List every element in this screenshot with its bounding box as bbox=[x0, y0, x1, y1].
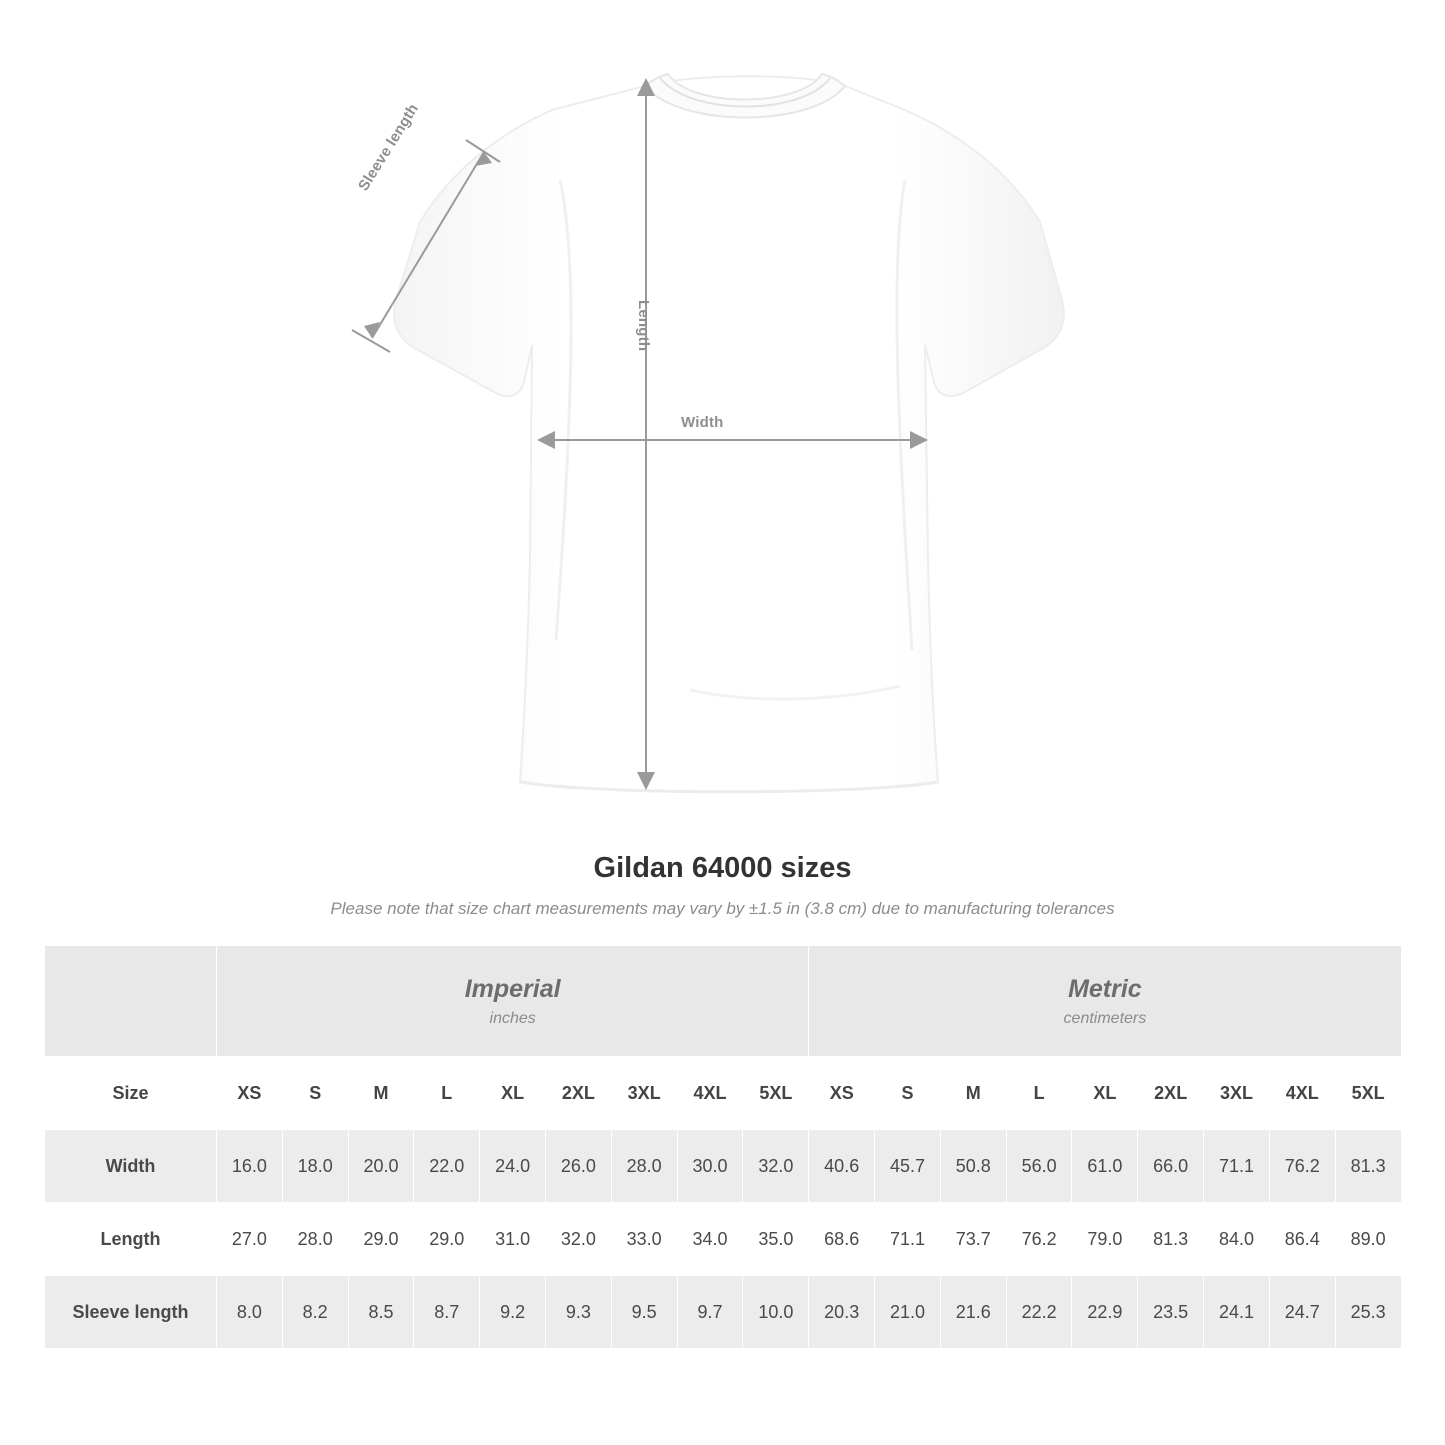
table-cell: 26.0 bbox=[545, 1130, 611, 1203]
table-cell: 86.4 bbox=[1269, 1203, 1335, 1276]
page-title: Gildan 64000 sizes bbox=[593, 852, 852, 884]
size-column-header: XL bbox=[480, 1057, 546, 1130]
unit-subtitle: inches bbox=[489, 1010, 536, 1027]
table-cell: 9.5 bbox=[611, 1276, 677, 1349]
table-cell: 21.6 bbox=[940, 1276, 1006, 1349]
table-cell: 20.0 bbox=[348, 1130, 414, 1203]
table-cell: 71.1 bbox=[1204, 1130, 1270, 1203]
size-column-header: 4XL bbox=[677, 1057, 743, 1130]
unit-name: Metric bbox=[1068, 975, 1142, 1003]
row-header-width: Width bbox=[45, 1130, 217, 1203]
table-cell: 27.0 bbox=[217, 1203, 283, 1276]
table-cell: 76.2 bbox=[1269, 1130, 1335, 1203]
table-cell: 56.0 bbox=[1006, 1130, 1072, 1203]
table-cell: 22.9 bbox=[1072, 1276, 1138, 1349]
table-cell: 24.7 bbox=[1269, 1276, 1335, 1349]
table-cell: 9.7 bbox=[677, 1276, 743, 1349]
table-cell: 8.2 bbox=[282, 1276, 348, 1349]
title-block bbox=[0, 852, 1445, 919]
size-column-header: 2XL bbox=[1138, 1057, 1204, 1130]
table-cell: 33.0 bbox=[611, 1203, 677, 1276]
size-column-header: 3XL bbox=[611, 1057, 677, 1130]
table-cell: 71.1 bbox=[875, 1203, 941, 1276]
table-cell: 89.0 bbox=[1335, 1203, 1401, 1276]
size-column-header: XS bbox=[809, 1057, 875, 1130]
size-column-header: 5XL bbox=[743, 1057, 809, 1130]
table-cell: 79.0 bbox=[1072, 1203, 1138, 1276]
unit-header-imperial bbox=[217, 946, 809, 1057]
table-cell: 81.3 bbox=[1335, 1130, 1401, 1203]
size-column-header: M bbox=[348, 1057, 414, 1130]
table-cell: 68.6 bbox=[809, 1203, 875, 1276]
sleeve-length-label: Sleeve length bbox=[355, 100, 423, 195]
table-cell: 81.3 bbox=[1138, 1203, 1204, 1276]
table-cell: 61.0 bbox=[1072, 1130, 1138, 1203]
size-column-header: L bbox=[1006, 1057, 1072, 1130]
table-cell: 31.0 bbox=[480, 1203, 546, 1276]
table-cell: 24.0 bbox=[480, 1130, 546, 1203]
size-column-header: XL bbox=[1072, 1057, 1138, 1130]
table-cell: 9.3 bbox=[545, 1276, 611, 1349]
table-cell: 28.0 bbox=[282, 1203, 348, 1276]
unit-header-row bbox=[45, 946, 1402, 1057]
table-cell: 34.0 bbox=[677, 1203, 743, 1276]
table-cell: 20.3 bbox=[809, 1276, 875, 1349]
unit-name: Imperial bbox=[464, 975, 561, 1003]
table-cell: 24.1 bbox=[1204, 1276, 1270, 1349]
table-cell: 30.0 bbox=[677, 1130, 743, 1203]
size-column-header: M bbox=[940, 1057, 1006, 1130]
row-header-sleeve-length: Sleeve length bbox=[45, 1276, 217, 1349]
table-cell: 25.3 bbox=[1335, 1276, 1401, 1349]
table-cell: 84.0 bbox=[1204, 1203, 1270, 1276]
table-cell: 16.0 bbox=[217, 1130, 283, 1203]
size-chart-table bbox=[44, 945, 1402, 1349]
table-cell: 29.0 bbox=[348, 1203, 414, 1276]
width-label: Width bbox=[681, 414, 724, 431]
table-cell: 35.0 bbox=[743, 1203, 809, 1276]
unit-header-spacer bbox=[45, 946, 217, 1057]
table-cell: 9.2 bbox=[480, 1276, 546, 1349]
table-cell: 10.0 bbox=[743, 1276, 809, 1349]
table-cell: 22.0 bbox=[414, 1130, 480, 1203]
table-cell: 32.0 bbox=[743, 1130, 809, 1203]
size-column-header: L bbox=[414, 1057, 480, 1130]
table-cell: 8.7 bbox=[414, 1276, 480, 1349]
table-cell: 66.0 bbox=[1138, 1130, 1204, 1203]
table-row bbox=[45, 1203, 1402, 1276]
table-cell: 8.0 bbox=[217, 1276, 283, 1349]
table-cell: 23.5 bbox=[1138, 1276, 1204, 1349]
size-column-header: 5XL bbox=[1335, 1057, 1401, 1130]
size-column-header: 4XL bbox=[1269, 1057, 1335, 1130]
table-cell: 22.2 bbox=[1006, 1276, 1072, 1349]
size-table-wrapper bbox=[44, 945, 1401, 1349]
tolerance-note: Please note that size chart measurements may vary by ±1.5 in (3.8 cm) due to manufacturing tolerances bbox=[330, 899, 1115, 918]
table-cell: 76.2 bbox=[1006, 1203, 1072, 1276]
length-label: Length bbox=[635, 300, 652, 352]
unit-header-metric bbox=[809, 946, 1401, 1057]
row-header-size: Size bbox=[45, 1057, 217, 1130]
size-column-header: XS bbox=[217, 1057, 283, 1130]
table-row bbox=[45, 1130, 1402, 1203]
size-column-header: 2XL bbox=[545, 1057, 611, 1130]
size-column-header: 3XL bbox=[1204, 1057, 1270, 1130]
row-header-length: Length bbox=[45, 1203, 217, 1276]
table-cell: 32.0 bbox=[545, 1203, 611, 1276]
table-cell: 8.5 bbox=[348, 1276, 414, 1349]
table-cell: 73.7 bbox=[940, 1203, 1006, 1276]
table-cell: 40.6 bbox=[809, 1130, 875, 1203]
size-column-header: S bbox=[875, 1057, 941, 1130]
size-header-row bbox=[45, 1057, 1402, 1130]
table-cell: 29.0 bbox=[414, 1203, 480, 1276]
table-cell: 18.0 bbox=[282, 1130, 348, 1203]
table-cell: 28.0 bbox=[611, 1130, 677, 1203]
size-column-header: S bbox=[282, 1057, 348, 1130]
table-row bbox=[45, 1276, 1402, 1349]
unit-subtitle: centimeters bbox=[1063, 1010, 1147, 1027]
table-cell: 21.0 bbox=[875, 1276, 941, 1349]
table-cell: 50.8 bbox=[940, 1130, 1006, 1203]
table-cell: 45.7 bbox=[875, 1130, 941, 1203]
